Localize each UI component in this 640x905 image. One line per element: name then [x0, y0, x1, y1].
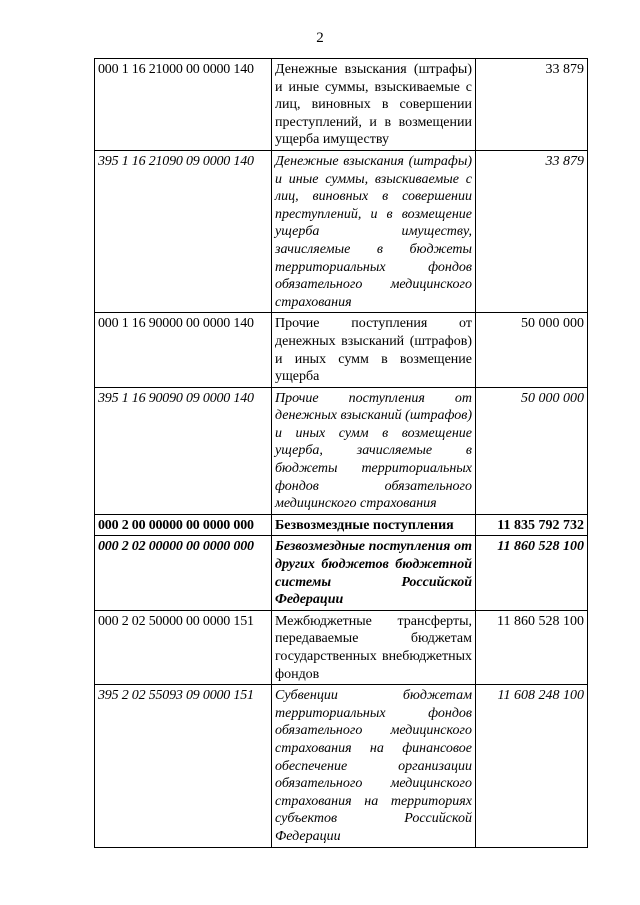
budget-code-cell: 000 2 02 00000 00 0000 000 [95, 536, 272, 610]
description-cell: Прочие поступления от денежных взысканий (штрафов) и иных сумм в возмещение ущерба, зачисляемые в бюджеты территориальных фондов обязательного медицинского страхования [272, 387, 476, 514]
description-cell: Прочие поступления от денежных взысканий (штрафов) и иных сумм в возмещение ущерба [272, 313, 476, 387]
description-cell: Денежные взыскания (штрафы) и иные суммы, взыскиваемые с лиц, виновных в совершении преступлений, и в возмещение ущерба имуществу, зачисляемые в бюджеты территориальных фондов обязательного медицинского страхования [272, 150, 476, 312]
table-row [95, 514, 588, 536]
table-row [95, 313, 588, 387]
description-cell: Субвенции бюджетам территориальных фондов обязательного медицинского страхования на финансовое обеспечение организации обязательного медицинского страхования на территориях субъектов Российской Федерации [272, 685, 476, 847]
amount-cell: 33 879 [476, 150, 588, 312]
table-row [95, 610, 588, 684]
page-number: 2 [316, 30, 324, 46]
budget-code-cell: 395 1 16 90090 09 0000 140 [95, 387, 272, 514]
amount-cell: 11 835 792 732 [476, 514, 588, 536]
description-cell: Межбюджетные трансферты, передаваемые бюджетам государственных внебюджетных фондов [272, 610, 476, 684]
budget-code-cell: 395 1 16 21090 09 0000 140 [95, 150, 272, 312]
table-row [95, 150, 588, 312]
table-row [95, 59, 588, 151]
amount-cell: 50 000 000 [476, 387, 588, 514]
description-cell: Безвозмездные поступления от других бюджетов бюджетной системы Российской Федерации [272, 536, 476, 610]
amount-cell: 50 000 000 [476, 313, 588, 387]
table-row [95, 685, 588, 847]
amount-cell: 11 608 248 100 [476, 685, 588, 847]
amount-cell: 11 860 528 100 [476, 610, 588, 684]
amount-cell: 33 879 [476, 59, 588, 151]
amount-cell: 11 860 528 100 [476, 536, 588, 610]
budget-code-cell: 000 1 16 21000 00 0000 140 [95, 59, 272, 151]
table-row [95, 387, 588, 514]
description-cell: Денежные взыскания (штрафы) и иные суммы, взыскиваемые с лиц, виновных в совершении преступлений, и в возмещении ущерба имуществу [272, 59, 476, 151]
description-cell: Безвозмездные поступления [272, 514, 476, 536]
budget-code-cell: 000 2 02 50000 00 0000 151 [95, 610, 272, 684]
budget-revenue-table [94, 58, 588, 848]
budget-code-cell: 000 2 00 00000 00 0000 000 [95, 514, 272, 536]
budget-code-cell: 000 1 16 90000 00 0000 140 [95, 313, 272, 387]
budget-code-cell: 395 2 02 55093 09 0000 151 [95, 685, 272, 847]
table-row [95, 536, 588, 610]
